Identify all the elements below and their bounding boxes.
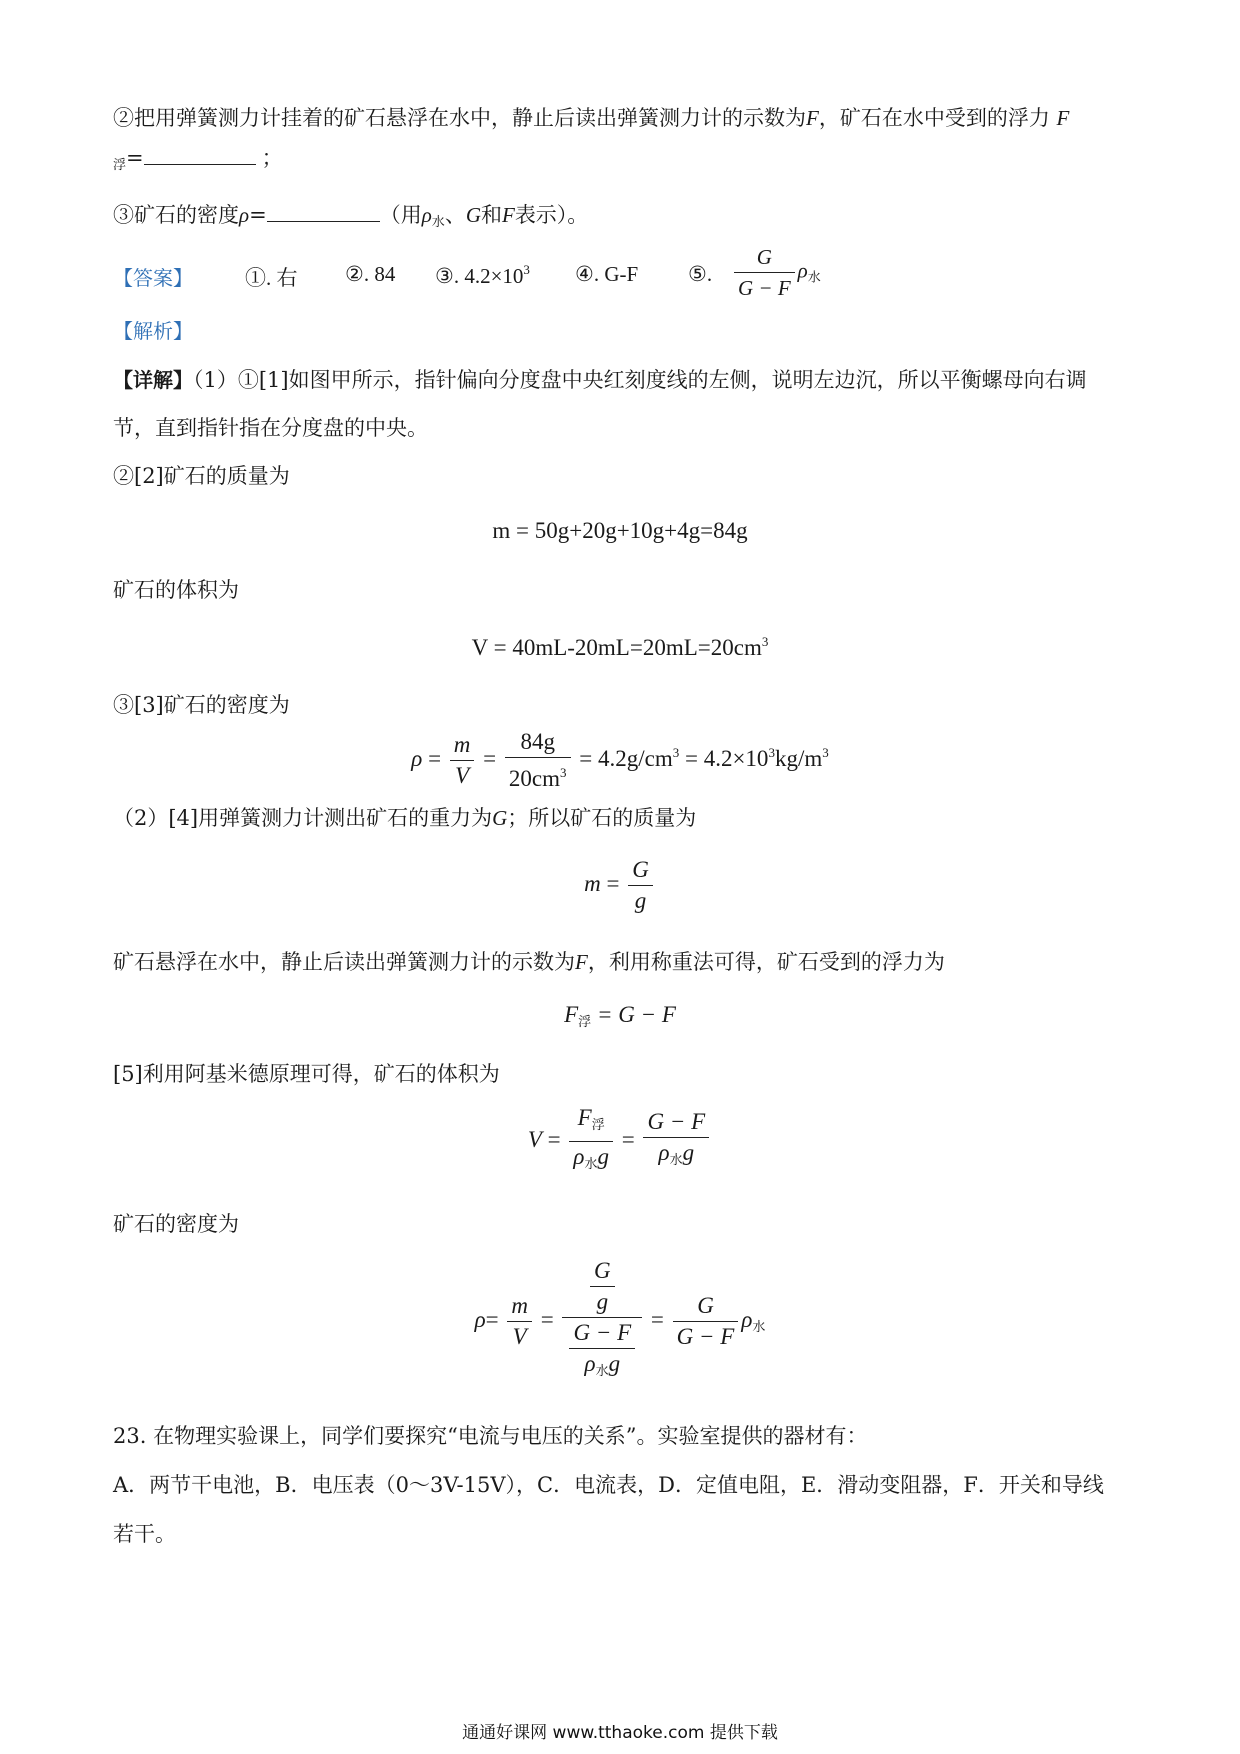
denominator-text: 20cm (508, 766, 561, 791)
answer-blank-buoyancy[interactable] (144, 146, 256, 165)
denominator-g: g (634, 888, 647, 913)
density-unit: kg/m (774, 745, 823, 771)
var-F-buoyancy: F (1056, 106, 1070, 130)
compound-fraction (562, 1256, 642, 1387)
equation-density: ρ = $\frac{m}{V}$ = $\frac{84g}{20cm^3}$ = $4.2g/cm^3 = 4.2\times 10^3kg/m^3$ (0, 727, 1240, 794)
paragraph-volume: 矿石的体积为 (113, 578, 239, 602)
paragraph-weight (113, 802, 1128, 834)
denominator-20cm3 (505, 758, 571, 794)
fraction-G-over-g (628, 855, 653, 916)
numerator-G: G (673, 1291, 739, 1322)
fraction-GF-over-rho-g (569, 1318, 635, 1387)
equation-m-G-over-g: m = $\frac{G}{g}$ (0, 855, 1240, 916)
density-value-1: = 4.2g/cm (579, 745, 673, 771)
answer-item-5: ⑤. (688, 262, 713, 286)
var-F-buoyancy: F (564, 1002, 579, 1027)
numerator-m: m (507, 1291, 532, 1322)
denominator-g: g (596, 1289, 609, 1314)
weight-text-tail: ；所以矿石的质量为 (507, 806, 697, 830)
detail-text-1: （1）①[1]如图甲所示，指针偏向分度盘中央红刻度线的左侧，说明左边沉，所以平衡螺母向右调 (193, 368, 1087, 392)
numerator-84g: 84g (505, 727, 571, 758)
subscript-float: 浮 (113, 158, 127, 173)
fraction-F-over-rho-g (569, 1103, 613, 1180)
equals-sign: = (249, 203, 267, 227)
question23-line3: 若干。 (113, 1522, 176, 1546)
question-step2-line1 (113, 102, 1128, 134)
equation-volume (0, 634, 1240, 661)
var-G: G (492, 806, 508, 830)
rho-symbol: ρ (411, 745, 423, 771)
buoyancy-rhs: = G − F (596, 1002, 676, 1027)
numerator-G-minus-F: G − F (643, 1107, 709, 1138)
var-G: G (465, 203, 481, 227)
rho-symbol: ρ (573, 1144, 585, 1169)
density-exp-3: 3 (822, 744, 829, 760)
fraction-GF-over-rho-g (643, 1107, 709, 1176)
rho-symbol: ρ (741, 1306, 753, 1332)
denominator-G-minus-F: G − F (676, 1324, 735, 1349)
density-exp-1: 3 (672, 744, 680, 760)
paragraph-density: ③[3]矿石的密度为 (113, 693, 290, 717)
density-value-2: = 4.2×10 (684, 745, 769, 771)
numerator-G-minus-F: G − F (569, 1318, 635, 1349)
step2-text-mid: ，矿石在水中受到的浮力 (818, 106, 1050, 130)
denominator-rho-g-2 (643, 1138, 709, 1176)
subscript-water: 水 (431, 215, 445, 230)
fraction-G-over-g (590, 1256, 615, 1317)
equation-volume-text: V = 40mL-20mL=20mL=20cm (471, 635, 762, 660)
answer-label: 【答案】 (113, 268, 193, 290)
step2-text: ②把用弹簧测力计挂着的矿石悬浮在水中，静止后读出弹簧测力计的示数为 (113, 106, 806, 130)
var-rho-water: ρ (421, 203, 432, 227)
answer-item-2: ②. 84 (345, 262, 396, 286)
answer-blank-density[interactable] (267, 203, 380, 222)
answer-item-3-exponent: 3 (523, 262, 530, 277)
question-step2-line2 (113, 142, 1128, 182)
detail-text-2: 节，直到指针指在分度盘的中央。 (113, 416, 428, 440)
step3-text: ③矿石的密度 (113, 203, 239, 227)
equals-sign: = (126, 146, 144, 170)
answer-item-1: ①. 右 (245, 266, 298, 290)
detail-line1 (113, 364, 1128, 396)
fraction-G-over-GF (673, 1291, 739, 1352)
denominator-exponent: 3 (560, 765, 567, 780)
answer-item-4: ④. G-F (575, 262, 639, 286)
fraction-numerator: G (734, 242, 795, 273)
density-exp-2: 3 (768, 744, 775, 760)
paragraph-density2: 矿石的密度为 (113, 1212, 239, 1236)
float-text: 矿石悬浮在水中，静止后读出弹簧测力计的示数为 (113, 950, 575, 974)
paragraph-archimedes: [5]利用阿基米德原理可得，矿石的体积为 (113, 1062, 500, 1086)
subscript-water: 水 (584, 1157, 598, 1172)
numerator-G: G (628, 855, 653, 886)
compound-denominator (562, 1318, 642, 1387)
var-m: m (584, 870, 601, 896)
detail-label: 【详解】 (113, 368, 193, 392)
answer-item-3-text: ③. 4.2×10 (435, 264, 524, 288)
answer-fraction (734, 242, 795, 303)
rho-symbol: ρ (658, 1140, 670, 1165)
fraction-m-over-V (507, 1291, 532, 1352)
paragraph-float (113, 946, 1128, 978)
numerator-m: m (450, 730, 475, 761)
note-sep: 、 (444, 203, 466, 227)
page-footer: 通通好课网 www.tthaoke.com 提供下载 (462, 1723, 778, 1743)
denominator-V: V (512, 1324, 527, 1349)
question-step3-line (113, 199, 1128, 239)
var-F: F (806, 106, 819, 130)
rho-symbol: ρ (797, 258, 808, 283)
note-close: 表示）。 (514, 203, 589, 227)
equation-volume-exponent: 3 (761, 634, 769, 649)
answer-item-5-formula (731, 242, 821, 303)
numerator-G: G (590, 1256, 615, 1287)
var-g: g (682, 1140, 695, 1165)
equation-mass-text: m = 50g+20g+10g+4g=84g (492, 518, 748, 543)
equation-mass (0, 518, 1240, 544)
equation-buoyancy (0, 1002, 1240, 1030)
subscript-water: 水 (807, 270, 821, 286)
var-F: F (575, 950, 588, 974)
var-g: g (597, 1144, 609, 1169)
subscript-water: 水 (595, 1364, 609, 1379)
semicolon: ； (261, 146, 283, 170)
var-F: F (577, 1105, 592, 1130)
numerator-F-float (569, 1103, 613, 1142)
var-F: F (501, 203, 515, 227)
analysis-label: 【解析】 (113, 319, 193, 343)
denominator-rho-g (569, 1142, 613, 1180)
var-g: g (608, 1351, 621, 1376)
denominator-rho-g (569, 1349, 635, 1387)
var-rho: ρ (239, 203, 250, 227)
note-and: 和 (480, 203, 502, 227)
question23-line1: 23. 在物理实验课上，同学们要探究“电流与电压的关系”。实验室提供的器材有： (113, 1424, 868, 1448)
paragraph-mass: ②[2]矿石的质量为 (113, 464, 290, 488)
note-open: （用 (379, 203, 422, 227)
subscript-float: 浮 (591, 1118, 605, 1133)
denominator-V: V (455, 763, 470, 788)
subscript-water: 水 (752, 1319, 766, 1335)
subscript-float: 浮 (578, 1015, 592, 1030)
equation-volume-archimedes: V = $\frac{F_浮}{\rho_水g}$ = $\frac{G - F}{\rho_水g}$ (0, 1103, 1240, 1180)
weight-text: （2）[4]用弹簧测力计测出矿石的重力为 (113, 806, 493, 830)
rho-symbol: ρ (584, 1351, 596, 1376)
equation-density-final: ρ= $\frac{m}{V}$ = $\frac{\frac{G}{g}}{\frac{G - F}{\rho_水g}}$ = $\frac{G}{G - F}$ $\rho_水$ (0, 1256, 1240, 1387)
fraction-84g-over-20cm3 (505, 727, 571, 794)
question23-line2: A．两节干电池，B．电压表（0～3V-15V），C．电流表，D．定值电阻，E．滑动变阻器，F．开关和导线 (113, 1473, 1104, 1497)
compound-numerator (562, 1256, 642, 1318)
subscript-water: 水 (669, 1153, 683, 1168)
fraction-m-over-V (450, 730, 475, 791)
float-text-tail: ，利用称重法可得，矿石受到的浮力为 (587, 950, 945, 974)
fraction-denominator: G − F (738, 276, 791, 300)
answer-item-3 (435, 262, 530, 289)
rho-symbol: ρ (474, 1306, 486, 1332)
var-V: V (527, 1126, 542, 1152)
